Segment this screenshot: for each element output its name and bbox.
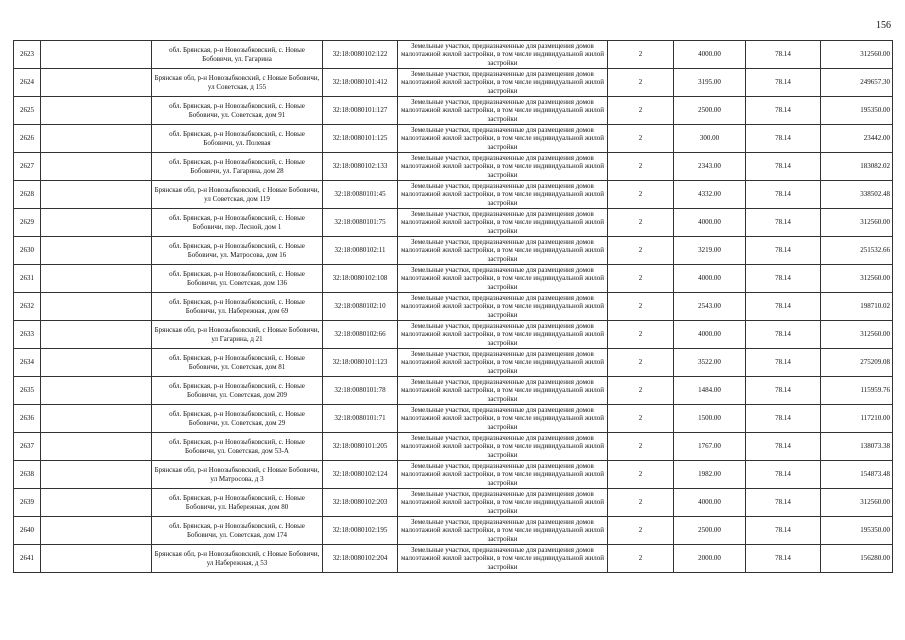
cadastral-value-cell: 312560.00 [821,321,893,349]
address-cell: Брянская обл, р-н Новозыбковский, с Новые Бобовичи, ул Матросова, д 3 [152,461,323,489]
rate-cell: 78.14 [746,517,821,545]
category-cell: 2 [608,69,674,97]
table-row [14,237,893,265]
spacer-cell [41,517,152,545]
cadastral-value-cell: 198710.02 [821,293,893,321]
table-row [14,293,893,321]
table-row [14,69,893,97]
area-cell: 3195.00 [674,69,746,97]
rate-cell: 78.14 [746,125,821,153]
cadastral-value-cell: 117210.00 [821,405,893,433]
spacer-cell [41,209,152,237]
rate-cell: 78.14 [746,181,821,209]
cadastral-value-cell: 312560.00 [821,41,893,69]
spacer-cell [41,237,152,265]
area-cell: 2500.00 [674,97,746,125]
land-use-cell: Земельные участки, предназначенные для размещения домов малоэтажной жилой застройки, в том числе индивидуальной жилой застройки [398,181,608,209]
land-use-cell: Земельные участки, предназначенные для размещения домов малоэтажной жилой застройки, в том числе индивидуальной жилой застройки [398,125,608,153]
address-cell: Брянская обл, р-н Новозыбковский, с Новые Бобовичи, ул Советская, дом 119 [152,181,323,209]
cadastral-value-cell: 312560.00 [821,265,893,293]
address-cell: Брянская обл, р-н Новозыбковский, с Новые Бобовичи, ул Гагарина, д 21 [152,321,323,349]
cadastral-number-cell: 32:18:0080102:122 [323,41,398,69]
land-use-cell: Земельные участки, предназначенные для размещения домов малоэтажной жилой застройки, в том числе индивидуальной жилой застройки [398,209,608,237]
row-number-cell: 2634 [14,349,41,377]
land-use-cell: Земельные участки, предназначенные для размещения домов малоэтажной жилой застройки, в том числе индивидуальной жилой застройки [398,405,608,433]
row-number-cell: 2627 [14,153,41,181]
spacer-cell [41,433,152,461]
table-row [14,349,893,377]
rate-cell: 78.14 [746,209,821,237]
land-use-cell: Земельные участки, предназначенные для размещения домов малоэтажной жилой застройки, в том числе индивидуальной жилой застройки [398,377,608,405]
spacer-cell [41,125,152,153]
table-row [14,545,893,573]
table-row [14,405,893,433]
area-cell: 4000.00 [674,209,746,237]
row-number-cell: 2637 [14,433,41,461]
address-cell: обл. Брянская, р-н Новозыбковский, с. Новые Бобовичи, ул. Советская, дом 174 [152,517,323,545]
area-cell: 3522.00 [674,349,746,377]
row-number-cell: 2629 [14,209,41,237]
land-use-cell: Земельные участки, предназначенные для размещения домов малоэтажной жилой застройки, в том числе индивидуальной жилой застройки [398,265,608,293]
area-cell: 2500.00 [674,517,746,545]
cadastral-number-cell: 32:18:0080101:71 [323,405,398,433]
category-cell: 2 [608,377,674,405]
area-cell: 4000.00 [674,489,746,517]
land-use-cell: Земельные участки, предназначенные для размещения домов малоэтажной жилой застройки, в том числе индивидуальной жилой застройки [398,433,608,461]
spacer-cell [41,349,152,377]
table-row [14,321,893,349]
page-number: 156 [876,20,891,31]
area-cell: 2543.00 [674,293,746,321]
spacer-cell [41,69,152,97]
area-cell: 1500.00 [674,405,746,433]
row-number-cell: 2635 [14,377,41,405]
land-registry-table [13,40,893,573]
spacer-cell [41,265,152,293]
cadastral-value-cell: 154873.48 [821,461,893,489]
category-cell: 2 [608,265,674,293]
row-number-cell: 2632 [14,293,41,321]
rate-cell: 78.14 [746,461,821,489]
cadastral-value-cell: 195350.00 [821,517,893,545]
cadastral-number-cell: 32:18:0080101:127 [323,97,398,125]
row-number-cell: 2640 [14,517,41,545]
row-number-cell: 2628 [14,181,41,209]
address-cell: обл. Брянская, р-н Новозыбковский, с. Новые Бобовичи, ул. Гагарина, дом 28 [152,153,323,181]
area-cell: 1484.00 [674,377,746,405]
address-cell: обл. Брянская, р-н Новозыбковский, с. Новые Бобовичи, пер. Лесной, дом 1 [152,209,323,237]
category-cell: 2 [608,405,674,433]
category-cell: 2 [608,545,674,573]
cadastral-number-cell: 32:18:0080102:11 [323,237,398,265]
cadastral-number-cell: 32:18:0080102:66 [323,321,398,349]
cadastral-number-cell: 32:18:0080102:195 [323,517,398,545]
category-cell: 2 [608,433,674,461]
address-cell: обл. Брянская, р-н Новозыбковский, с. Новые Бобовичи, ул. Гагарина [152,41,323,69]
area-cell: 2000.00 [674,545,746,573]
category-cell: 2 [608,97,674,125]
spacer-cell [41,405,152,433]
row-number-cell: 2630 [14,237,41,265]
address-cell: Брянская обл, р-н Новозыбковский, с Новые Бобовичи, ул Советская, д 155 [152,69,323,97]
table-row [14,41,893,69]
cadastral-value-cell: 275209.08 [821,349,893,377]
area-cell: 3219.00 [674,237,746,265]
category-cell: 2 [608,237,674,265]
rate-cell: 78.14 [746,405,821,433]
address-cell: обл. Брянская, р-н Новозыбковский, с. Новые Бобовичи, ул. Советская, дом 53-А [152,433,323,461]
land-use-cell: Земельные участки, предназначенные для размещения домов малоэтажной жилой застройки, в том числе индивидуальной жилой застройки [398,321,608,349]
spacer-cell [41,153,152,181]
address-cell: обл. Брянская, р-н Новозыбковский, с. Новые Бобовичи, ул. Советская, дом 29 [152,405,323,433]
cadastral-number-cell: 32:18:0080102:204 [323,545,398,573]
address-cell: Брянская обл, р-н Новозыбковский, с Новые Бобовичи, ул Набережная, д 53 [152,545,323,573]
row-number-cell: 2631 [14,265,41,293]
address-cell: обл. Брянская, р-н Новозыбковский, с. Новые Бобовичи, ул. Советская, дом 91 [152,97,323,125]
land-use-cell: Земельные участки, предназначенные для размещения домов малоэтажной жилой застройки, в том числе индивидуальной жилой застройки [398,153,608,181]
spacer-cell [41,545,152,573]
cadastral-value-cell: 195350.00 [821,97,893,125]
table-row [14,461,893,489]
area-cell: 4000.00 [674,321,746,349]
land-use-cell: Земельные участки, предназначенные для размещения домов малоэтажной жилой застройки, в том числе индивидуальной жилой застройки [398,349,608,377]
land-use-cell: Земельные участки, предназначенные для размещения домов малоэтажной жилой застройки, в том числе индивидуальной жилой застройки [398,237,608,265]
rate-cell: 78.14 [746,97,821,125]
category-cell: 2 [608,153,674,181]
land-use-cell: Земельные участки, предназначенные для размещения домов малоэтажной жилой застройки, в том числе индивидуальной жилой застройки [398,69,608,97]
rate-cell: 78.14 [746,69,821,97]
spacer-cell [41,461,152,489]
address-cell: обл. Брянская, р-н Новозыбковский, с. Новые Бобовичи, ул. Матросова, дом 16 [152,237,323,265]
table-row [14,125,893,153]
category-cell: 2 [608,517,674,545]
area-cell: 300.00 [674,125,746,153]
rate-cell: 78.14 [746,545,821,573]
rate-cell: 78.14 [746,41,821,69]
cadastral-number-cell: 32:18:0080102:203 [323,489,398,517]
category-cell: 2 [608,209,674,237]
cadastral-number-cell: 32:18:0080101:45 [323,181,398,209]
area-cell: 1982.00 [674,461,746,489]
spacer-cell [41,181,152,209]
cadastral-value-cell: 251532.66 [821,237,893,265]
cadastral-number-cell: 32:18:0080101:412 [323,69,398,97]
land-use-cell: Земельные участки, предназначенные для размещения домов малоэтажной жилой застройки, в том числе индивидуальной жилой застройки [398,517,608,545]
area-cell: 4000.00 [674,41,746,69]
spacer-cell [41,321,152,349]
cadastral-number-cell: 32:18:0080102:108 [323,265,398,293]
table-row [14,209,893,237]
cadastral-number-cell: 32:18:0080101:78 [323,377,398,405]
rate-cell: 78.14 [746,237,821,265]
cadastral-value-cell: 23442.00 [821,125,893,153]
cadastral-number-cell: 32:18:0080101:125 [323,125,398,153]
category-cell: 2 [608,293,674,321]
category-cell: 2 [608,461,674,489]
rate-cell: 78.14 [746,321,821,349]
table-row [14,377,893,405]
table-row [14,433,893,461]
table-row [14,153,893,181]
area-cell: 1767.00 [674,433,746,461]
cadastral-value-cell: 138073.38 [821,433,893,461]
spacer-cell [41,377,152,405]
address-cell: обл. Брянская, р-н Новозыбковский, с. Новые Бобовичи, ул. Советская, дом 136 [152,265,323,293]
address-cell: обл. Брянская, р-н Новозыбковский, с. Новые Бобовичи, ул. Полевая [152,125,323,153]
table-row [14,517,893,545]
address-cell: обл. Брянская, р-н Новозыбковский, с. Новые Бобовичи, ул. Советская, дом 209 [152,377,323,405]
table-row [14,489,893,517]
table-row [14,181,893,209]
cadastral-value-cell: 156280.00 [821,545,893,573]
cadastral-value-cell: 338502.48 [821,181,893,209]
rate-cell: 78.14 [746,349,821,377]
spacer-cell [41,41,152,69]
spacer-cell [41,97,152,125]
row-number-cell: 2623 [14,41,41,69]
cadastral-number-cell: 32:18:0080101:123 [323,349,398,377]
row-number-cell: 2625 [14,97,41,125]
area-cell: 4332.00 [674,181,746,209]
category-cell: 2 [608,41,674,69]
cadastral-number-cell: 32:18:0080102:10 [323,293,398,321]
rate-cell: 78.14 [746,153,821,181]
row-number-cell: 2639 [14,489,41,517]
spacer-cell [41,489,152,517]
rate-cell: 78.14 [746,433,821,461]
rate-cell: 78.14 [746,377,821,405]
land-use-cell: Земельные участки, предназначенные для размещения домов малоэтажной жилой застройки, в том числе индивидуальной жилой застройки [398,461,608,489]
cadastral-number-cell: 32:18:0080102:133 [323,153,398,181]
category-cell: 2 [608,349,674,377]
row-number-cell: 2641 [14,545,41,573]
category-cell: 2 [608,125,674,153]
category-cell: 2 [608,489,674,517]
rate-cell: 78.14 [746,293,821,321]
rate-cell: 78.14 [746,265,821,293]
row-number-cell: 2624 [14,69,41,97]
spacer-cell [41,293,152,321]
cadastral-value-cell: 115959.76 [821,377,893,405]
category-cell: 2 [608,181,674,209]
cadastral-value-cell: 312560.00 [821,489,893,517]
cadastral-value-cell: 249657.30 [821,69,893,97]
row-number-cell: 2626 [14,125,41,153]
land-use-cell: Земельные участки, предназначенные для размещения домов малоэтажной жилой застройки, в том числе индивидуальной жилой застройки [398,41,608,69]
table-row [14,97,893,125]
row-number-cell: 2636 [14,405,41,433]
address-cell: обл. Брянская, р-н Новозыбковский, с. Новые Бобовичи, ул. Набережная, дом 69 [152,293,323,321]
land-use-cell: Земельные участки, предназначенные для размещения домов малоэтажной жилой застройки, в том числе индивидуальной жилой застройки [398,97,608,125]
area-cell: 2343.00 [674,153,746,181]
land-use-cell: Земельные участки, предназначенные для размещения домов малоэтажной жилой застройки, в том числе индивидуальной жилой застройки [398,489,608,517]
cadastral-number-cell: 32:18:0080102:124 [323,461,398,489]
cadastral-number-cell: 32:18:0080101:75 [323,209,398,237]
cadastral-number-cell: 32:18:0080101:205 [323,433,398,461]
address-cell: обл. Брянская, р-н Новозыбковский, с. Новые Бобовичи, ул. Набережная, дом 80 [152,489,323,517]
land-use-cell: Земельные участки, предназначенные для размещения домов малоэтажной жилой застройки, в том числе индивидуальной жилой застройки [398,293,608,321]
land-use-cell: Земельные участки, предназначенные для размещения домов малоэтажной жилой застройки, в том числе индивидуальной жилой застройки [398,545,608,573]
row-number-cell: 2638 [14,461,41,489]
category-cell: 2 [608,321,674,349]
rate-cell: 78.14 [746,489,821,517]
table-body [14,41,893,573]
cadastral-value-cell: 312560.00 [821,209,893,237]
table-row [14,265,893,293]
cadastral-value-cell: 183082.02 [821,153,893,181]
row-number-cell: 2633 [14,321,41,349]
address-cell: обл. Брянская, р-н Новозыбковский, с. Новые Бобовичи, ул. Советская, дом 81 [152,349,323,377]
area-cell: 4000.00 [674,265,746,293]
